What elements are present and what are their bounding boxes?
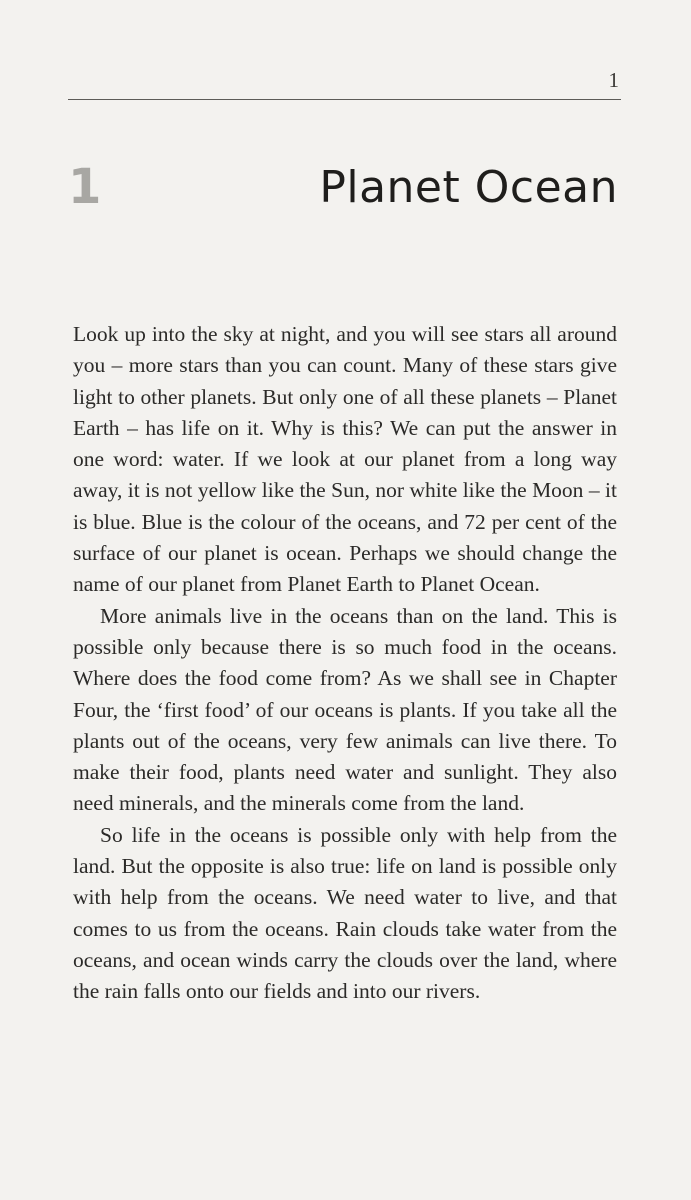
paragraph-3: So life in the oceans is possible only with help from the land. But the opposite is also true: life on land is possible only with help from the oceans. We need water to live, and that comes to us from the oceans. Rain clouds take water from the oceans, and ocean winds carry the clouds over the land, where the rain falls onto our fields and into our rivers. — [73, 822, 617, 1004]
paragraph-2: More animals live in the oceans than on the land. This is possible only because there is so much food in the oceans. Where does the food come from? As we shall see in Chapter Four, the ‘first food’ of our oceans is plants. If you take all the plants out of the oceans, very few animals can live there. To make their food, plants need water and sunlight. They also need minerals, and the minerals come from the land. — [73, 603, 617, 816]
page-number: 1 — [608, 68, 619, 92]
chapter-title: Planet Ocean — [319, 162, 618, 213]
paragraph-1: Look up into the sky at night, and you will see stars all around you – more stars than you can count. Many of these stars give light to other planets. But only one of all these planets – Planet Earth – has life on it. Why is this? We can put the answer in one word: water. If we look at our planet from a long way away, it is not yellow like the Sun, nor white like the Moon – it is blue. Blue is the colour of the oceans, and 72 per cent of the surface of our planet is ocean. Perhaps we should change the name of our planet from Planet Earth to Planet Ocean. — [73, 322, 617, 597]
chapter-body — [73, 319, 617, 1008]
chapter-number: 1 — [68, 159, 102, 215]
header-rule — [68, 99, 621, 100]
